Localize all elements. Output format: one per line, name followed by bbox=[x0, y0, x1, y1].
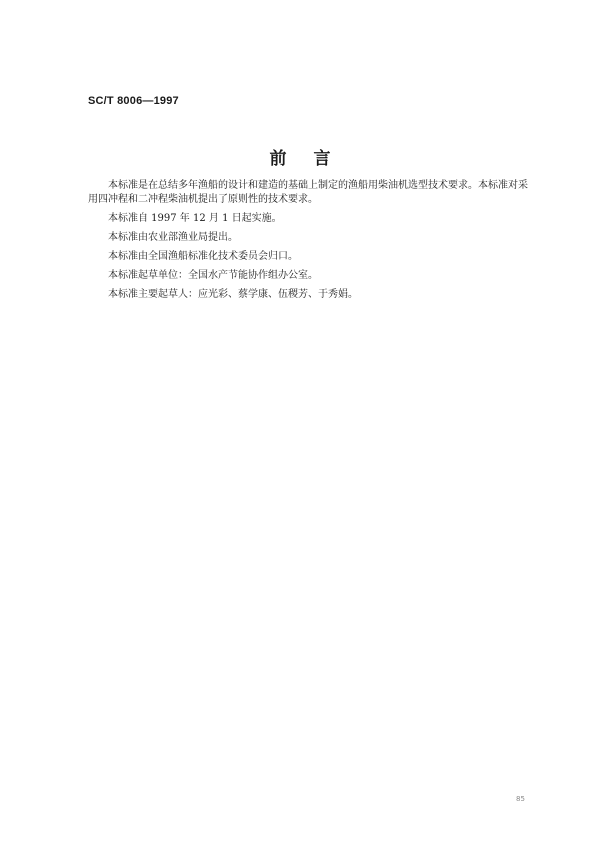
paragraph-responsible-committee: 本标准由全国渔船标准化技术委员会归口。 bbox=[108, 251, 298, 262]
preface-body bbox=[88, 179, 528, 307]
paragraph-drafting-unit: 本标准起草单位：全国水产节能协作组办公室。 bbox=[108, 270, 318, 281]
paragraph-effective-date: 本标准自 1997 年 12 月 1 日起实施。 bbox=[108, 213, 282, 224]
paragraph-drafters: 本标准主要起草人：应光彩、蔡学康、伍稷芳、于秀娟。 bbox=[108, 289, 358, 300]
paragraph-proposer: 本标准由农业部渔业局提出。 bbox=[108, 232, 238, 243]
paragraph-scope: 本标准是在总结多年渔船的设计和建造的基础上制定的渔船用柴油机选型技术要求。本标准对采用四冲程和二冲程柴油机提出了原则性的技术要求。 bbox=[88, 180, 528, 205]
standard-code: SC/T 8006—1997 bbox=[88, 95, 179, 107]
page-title: 前言 bbox=[269, 149, 358, 169]
page-number: 85 bbox=[516, 795, 525, 803]
